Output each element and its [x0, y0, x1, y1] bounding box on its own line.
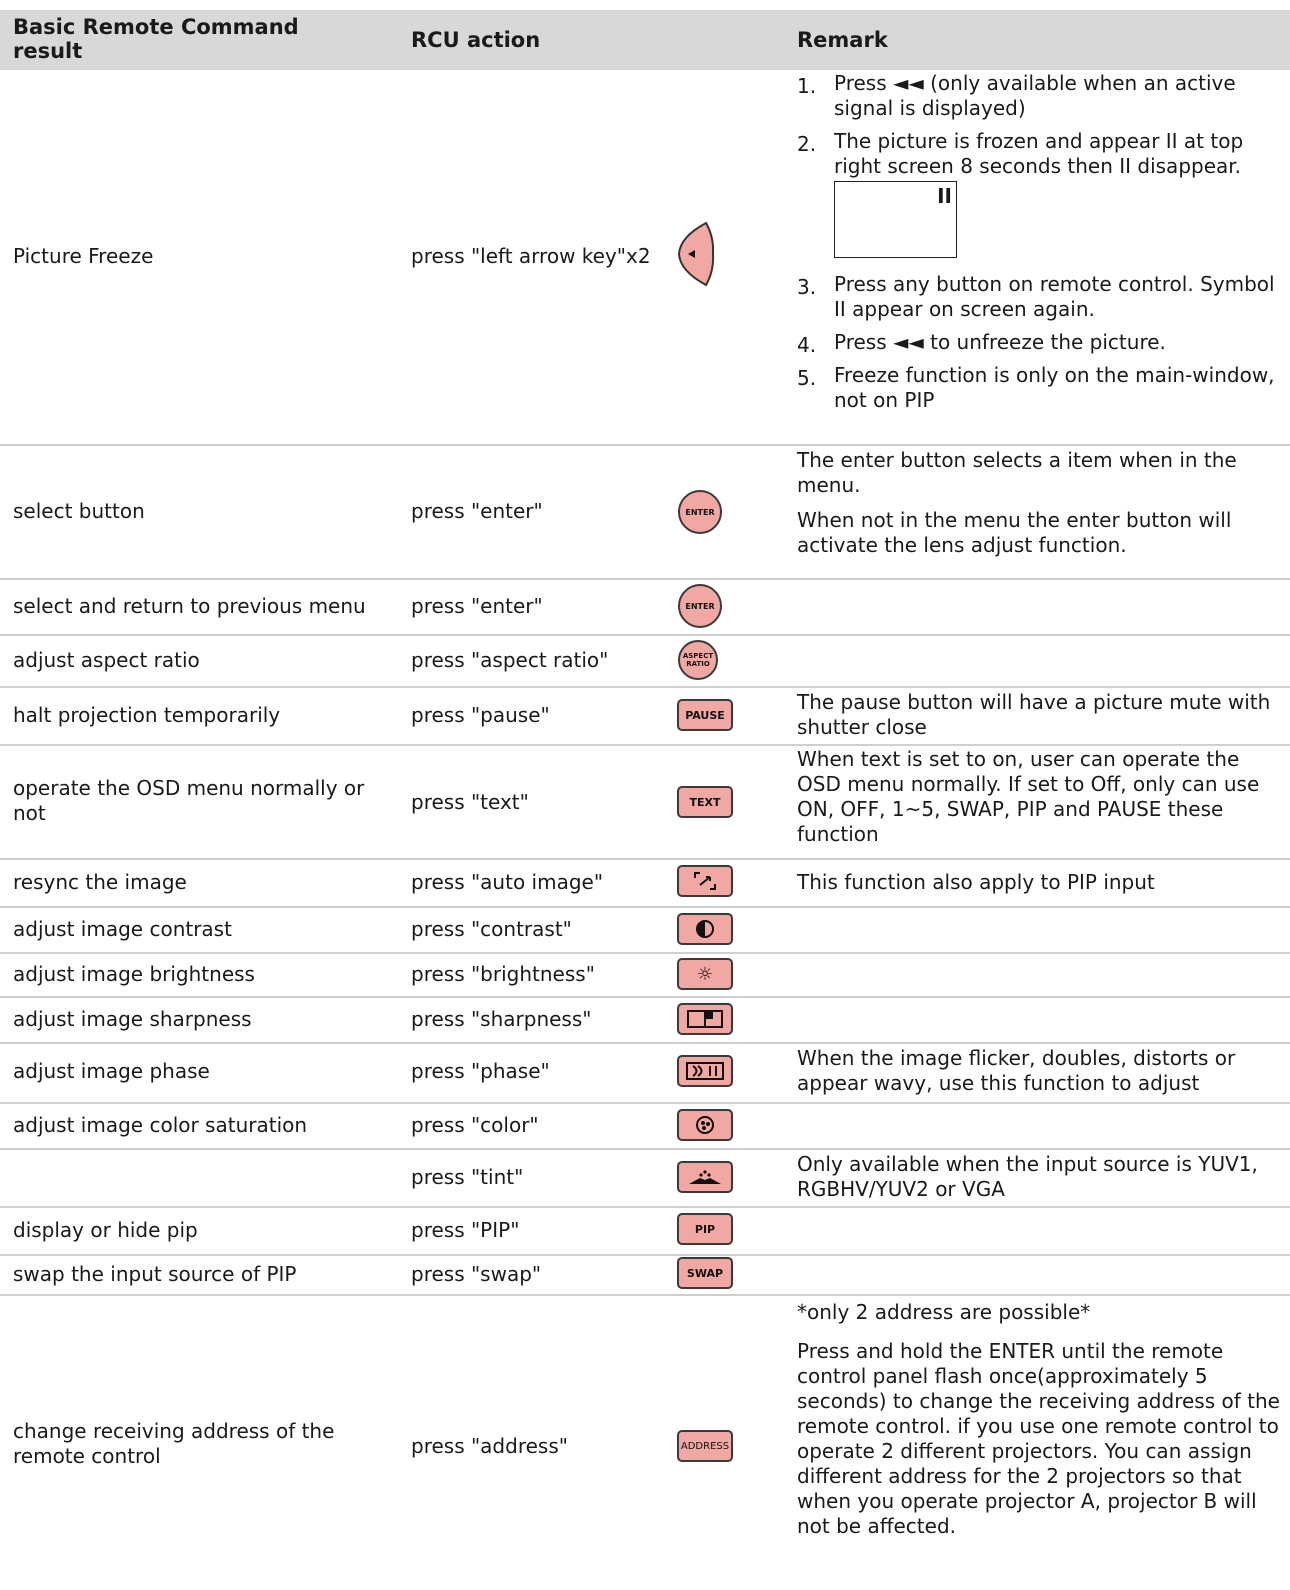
remark-step: 3. Press any button on remote control. Symbol II appear on screen again.: [797, 272, 1275, 321]
remark-step: 1. Press ◄◄ (only available when an active signal is displayed): [797, 71, 1236, 120]
action-text: press "enter": [411, 499, 543, 523]
action-text: press "left arrow key"x2: [411, 244, 651, 268]
result-text: halt projection temporarily: [13, 703, 281, 727]
table-row: [0, 444, 1290, 580]
remark-text: *only 2 address are possible* Press and hold the ENTER until the remote control panel flash once(approximately 5 seconds) to change the receiving address of the remote control. if you use one remote control to operate 2 different projectors. You can assign different address for the 2 projectors so that when you operate projector A, projector B will not be affected.: [797, 1300, 1280, 1538]
action-text: press "pause": [411, 703, 550, 727]
remark-text: The enter button selects a item when in the menu. When not in the menu the enter button will activate the lens adjust function.: [797, 448, 1237, 557]
swap-button-icon: SWAP: [677, 1257, 733, 1289]
table-row: [0, 1102, 1290, 1150]
remark-text: The pause button will have a picture mute with shutter close: [797, 690, 1271, 739]
sharpness-icon: [677, 1003, 733, 1035]
result-text: select button: [13, 499, 145, 523]
table-row: [0, 858, 1290, 908]
table-row: [0, 70, 1290, 446]
header-result: Basic Remote Command result: [13, 15, 299, 63]
aspect-ratio-button-icon: ASPECT RATIO: [678, 640, 718, 680]
table-row: [0, 1294, 1290, 1590]
table-header: [0, 10, 1290, 70]
result-text: adjust aspect ratio: [13, 648, 200, 672]
action-text: press "address": [411, 1434, 568, 1458]
result-text: adjust image brightness: [13, 962, 255, 986]
result-text: adjust image color saturation: [13, 1113, 308, 1137]
brightness-icon: ☼: [677, 958, 733, 990]
action-text: press "enter": [411, 594, 543, 618]
remark-step: 5. Freeze function is only on the main-window, not on PIP: [797, 363, 1275, 412]
pause-button-icon: PAUSE: [677, 699, 733, 731]
action-text: press "text": [411, 790, 529, 814]
table-row: [0, 906, 1290, 954]
header-remark: Remark: [797, 28, 888, 52]
action-text: press "auto image": [411, 870, 604, 894]
remark-text: When the image flicker, doubles, distorts or appear wavy, use this function to adjust: [797, 1046, 1236, 1095]
action-text: press "PIP": [411, 1218, 520, 1242]
action-text: press "aspect ratio": [411, 648, 609, 672]
table-row: [0, 996, 1290, 1044]
freeze-symbol: II: [937, 184, 952, 208]
remark-steps: [797, 71, 1282, 421]
address-button-icon: ADDRESS: [677, 1430, 733, 1462]
result-text: select and return to previous menu: [13, 594, 366, 618]
action-text: press "swap": [411, 1262, 542, 1286]
result-text: resync the image: [13, 870, 187, 894]
action-text: press "brightness": [411, 962, 595, 986]
result-text: Picture Freeze: [13, 244, 154, 268]
remark-step: 2. The picture is frozen and appear II at top right screen 8 seconds then II disappear.: [797, 129, 1244, 178]
result-text: swap the input source of PIP: [13, 1262, 297, 1286]
result-text: adjust image contrast: [13, 917, 232, 941]
remark-step: 4. Press ◄◄ to unfreeze the picture.: [797, 330, 1166, 357]
table-row: [0, 1254, 1290, 1296]
result-text: change receiving address of the remote control: [13, 1419, 335, 1468]
table-row: [0, 578, 1290, 636]
action-text: press "tint": [411, 1165, 524, 1189]
result-text: adjust image phase: [13, 1059, 210, 1083]
action-text: press "sharpness": [411, 1007, 592, 1031]
remark-text: When text is set to on, user can operate the OSD menu normally. If set to Off, only can use ON, OFF, 1~5, SWAP, PIP and PAUSE these function: [797, 747, 1260, 846]
result-text: adjust image sharpness: [13, 1007, 252, 1031]
table-row: [0, 1206, 1290, 1256]
table-row: [0, 1148, 1290, 1208]
table-row: [0, 1042, 1290, 1104]
tint-icon: [677, 1161, 733, 1193]
result-text: operate the OSD menu normally or not: [13, 776, 365, 825]
left-arrow-key-icon: [676, 221, 716, 287]
action-text: press "color": [411, 1113, 539, 1137]
result-text: display or hide pip: [13, 1218, 198, 1242]
remark-text: This function also apply to PIP input: [797, 870, 1155, 894]
table-row: [0, 744, 1290, 860]
pip-button-icon: PIP: [677, 1213, 733, 1245]
table-row: [0, 952, 1290, 998]
color-icon: [677, 1109, 733, 1141]
text-button-icon: TEXT: [677, 786, 733, 818]
table-row: [0, 634, 1290, 688]
auto-image-icon: [677, 865, 733, 897]
action-text: press "contrast": [411, 917, 572, 941]
phase-icon: [677, 1055, 733, 1087]
action-text: press "phase": [411, 1059, 550, 1083]
remark-text: Only available when the input source is YUV1, RGBHV/YUV2 or VGA: [797, 1152, 1258, 1201]
enter-button-icon: ENTER: [678, 490, 722, 534]
contrast-icon: [677, 913, 733, 945]
freeze-screen-illustration: [834, 181, 957, 258]
enter-button-icon: ENTER: [678, 584, 722, 628]
header-rcu-action: RCU action: [411, 28, 541, 52]
table-row: [0, 686, 1290, 746]
